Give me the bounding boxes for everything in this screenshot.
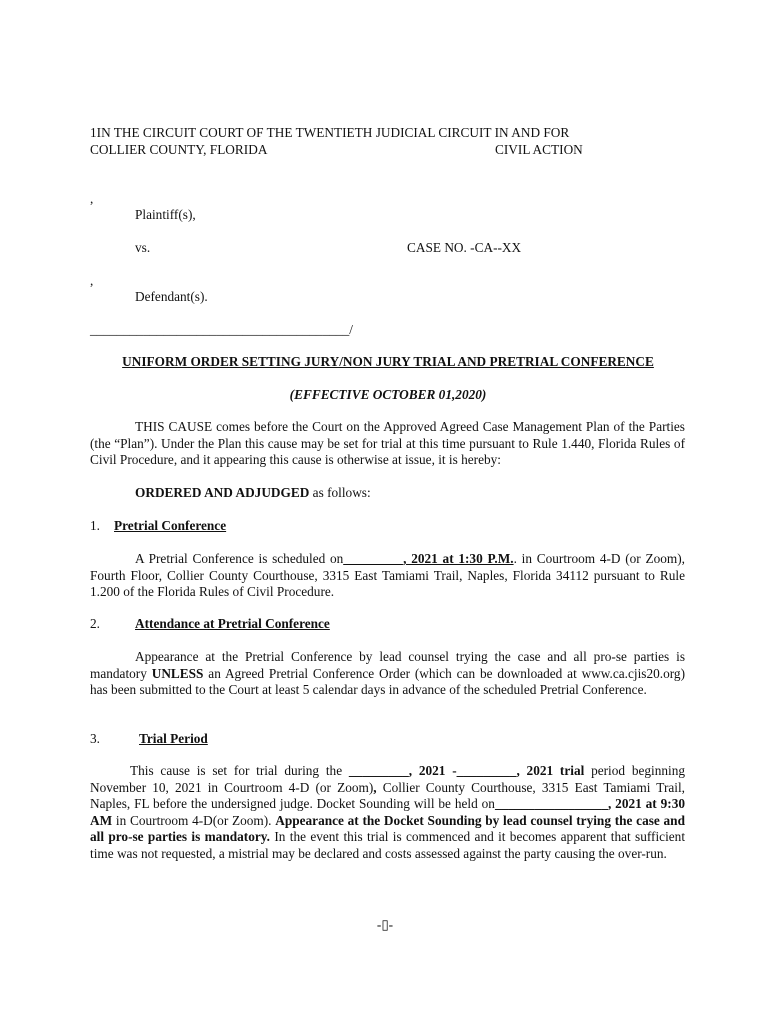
section2-heading: Attendance at Pretrial Conference (135, 616, 330, 631)
section3-text-1: This cause is set for trial during the (130, 763, 349, 778)
section3-text-2: period beginning November 10, 2021 in Courtroom 4-D (or Zoom) (90, 763, 685, 795)
versus-label: vs. (135, 240, 151, 255)
section1-number: 1. (90, 518, 100, 533)
section3-mandatory: Appearance at the Docket Sounding by lead counsel trying the case and all pro-se parties is mandatory. (90, 812, 685, 844)
section2-unless: UNLESS (151, 665, 204, 681)
court-caption-county: COLLIER COUNTY, FLORIDA (90, 142, 268, 157)
page-number: -▯- (376, 917, 394, 932)
document-title: UNIFORM ORDER SETTING JURY/NON JURY TRIAL AND PRETRIAL CONFERENCE (122, 354, 654, 369)
section3-paragraph (90, 763, 685, 862)
section1-date-time: _________, 2021 at 1:30 P.M. (343, 551, 514, 566)
ordered-rest: as follows: (309, 485, 371, 500)
civil-action-label: CIVIL ACTION (495, 142, 583, 157)
defendant-label: Defendant(s). (135, 289, 208, 304)
section1-heading: Pretrial Conference (114, 518, 227, 533)
section3-number: 3. (90, 731, 100, 746)
section3-text-4: in Courtroom 4-D(or Zoom). (112, 812, 276, 828)
ordered-bold: ORDERED AND ADJUDGED (135, 485, 310, 500)
court-caption-line1: 1IN THE CIRCUIT COURT OF THE TWENTIETH JUDICIAL CIRCUIT IN AND FOR (90, 125, 570, 140)
section3-text-3: Collier County Courthouse, 3315 East Tamiami Trail, Naples, FL before the undersigned judge. Docket Sounding will be held on (90, 779, 685, 811)
section3-text-5: In the event this trial is commenced and it becomes apparent that sufficient time was not requested, a mistrial may be declared and costs assessed against the party causing the over-run. (90, 829, 686, 861)
defendant-name-blank: , (90, 273, 94, 288)
section1-text-end: . in Courtroom 4-D (or Zoom), Fourth Floor, Collier County Courthouse, 3315 East Tamiami Trail, Naples, Florida 34112 pursuant to Rule 1.200 of the Florida Rules of Civil Procedure. (90, 551, 685, 599)
section3-trial-period: _________, 2021 -_________, 2021 trial (348, 763, 585, 778)
section3-docket-date: _________________, 2021 at 9:30 AM (90, 796, 685, 828)
section1-text-start: A Pretrial Conference is scheduled on (135, 551, 344, 566)
section2-text-end: an Agreed Pretrial Conference Order (which can be downloaded at www.ca.cjis20.org) has been submitted to the Court at least 5 calendar days in advance of the scheduled Pretrial Conference. (90, 665, 685, 697)
effective-date: (EFFECTIVE OCTOBER 01,2020) (289, 387, 487, 402)
caption-rule-line: _______________________________________/ (90, 322, 353, 337)
section2-number: 2. (90, 616, 100, 631)
section3-heading: Trial Period (139, 731, 208, 746)
plaintiff-name-blank: , (90, 191, 94, 206)
section3-comma: , (373, 779, 377, 795)
section1-paragraph (90, 551, 685, 601)
section2-paragraph (90, 649, 685, 699)
ordered-adjudged (135, 485, 371, 502)
intro-paragraph: THIS CAUSE comes before the Court on the Approved Agreed Case Management Plan of the Parties (the “Plan”). Under the Plan this cause may be set for trial at this time pursuant to Rule 1.440, Florida Rules of Civil Procedure, and it appearing this cause is otherwise at issue, it is hereby: (90, 419, 685, 467)
case-number: CASE NO. -CA--XX (407, 240, 522, 255)
section2-text-start: Appearance at the Pretrial Conference by lead counsel trying the case and all pro-se parties is mandatory (90, 649, 685, 681)
plaintiff-label: Plaintiff(s), (135, 207, 196, 222)
